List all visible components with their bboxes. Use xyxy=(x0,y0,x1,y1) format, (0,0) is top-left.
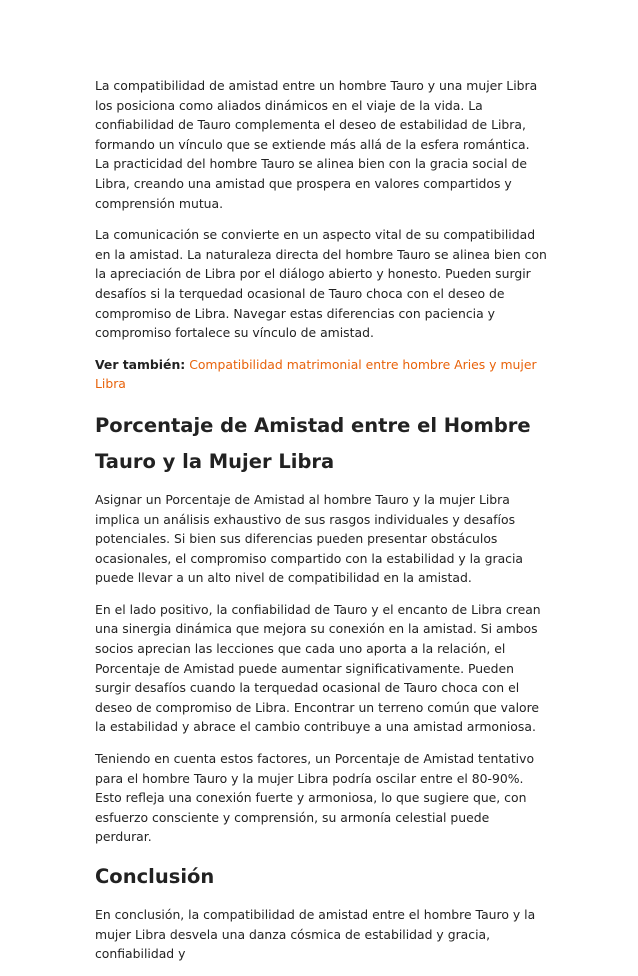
article-body xyxy=(95,76,547,976)
paragraph-communication: La comunicación se convierte en un aspecto vital de su compatibilidad en la amistad. La naturaleza directa del hombre Tauro se alinea bien con la apreciación de Libra por el diálogo abierto y honesto. Pueden surgir desafíos si la terquedad ocasional de Tauro choca con el deseo de compromiso de Libra. Navegar estas diferencias con paciencia y compromiso fortalece su vínculo de amistad. xyxy=(95,227,547,341)
section-heading-conclusion: Conclusión xyxy=(95,865,215,888)
paragraph-intro: La compatibilidad de amistad entre un hombre Tauro y una mujer Libra los posiciona como aliados dinámicos en el viaje de la vida. La confiabilidad de Tauro complementa el deseo de estabilidad de Libra, formando un vínculo que se extiende más allá de la esfera romántica. La practicidad del hombre Tauro se alinea bien con la gracia social de Libra, creando una amistad que prospera en valores compartidos y comprensión mutua. xyxy=(95,78,538,211)
paragraph-conclusion: En conclusión, la compatibilidad de amistad entre el hombre Tauro y la mujer Libra desvela una danza cósmica de estabilidad y gracia, confiabilidad y xyxy=(95,907,536,962)
paragraph-percentage-intro: Asignar un Porcentaje de Amistad al hombre Tauro y la mujer Libra implica un análisis exhaustivo de sus rasgos individuales y desafíos potenciales. Si bien sus diferencias pueden presentar obstáculos ocasionales, el compromiso compartido con la estabilidad y la gracia puede llevar a un alto nivel de compatibilidad en la amistad. xyxy=(95,491,524,586)
see-also-link[interactable]: Compatibilidad matrimonial entre hombre Aries y mujer Libra xyxy=(95,356,537,392)
see-also xyxy=(95,355,547,394)
see-also-label: Ver también: xyxy=(95,356,186,372)
paragraph-positive-side: En el lado positivo, la confiabilidad de Tauro y el encanto de Libra crean una sinergia dinámica que mejora su conexión en la amistad. Si ambos socios aprecian las lecciones que cada uno aporta a la relación, el Porcentaje de Amistad puede aumentar significativamente. Pueden surgir desafíos cuando la terquedad ocasional de Tauro choca con el deseo de compromiso de Libra. Encontrar un terreno común que valore la estabilidad y abrace el cambio contribuye a una amistad armoniosa. xyxy=(95,601,541,735)
section-heading-friendship-percentage: Porcentaje de Amistad entre el Hombre Tauro y la Mujer Libra xyxy=(95,413,531,473)
paragraph-percentage-estimate: Teniendo en cuenta estos factores, un Porcentaje de Amistad tentativo para el hombre Tauro y la mujer Libra podría oscilar entre el 80-90%. Esto refleja una conexión fuerte y armoniosa, lo que sugiere que, con esfuerzo consciente y comprensión, su armonía celestial puede perdurar. xyxy=(95,751,535,845)
